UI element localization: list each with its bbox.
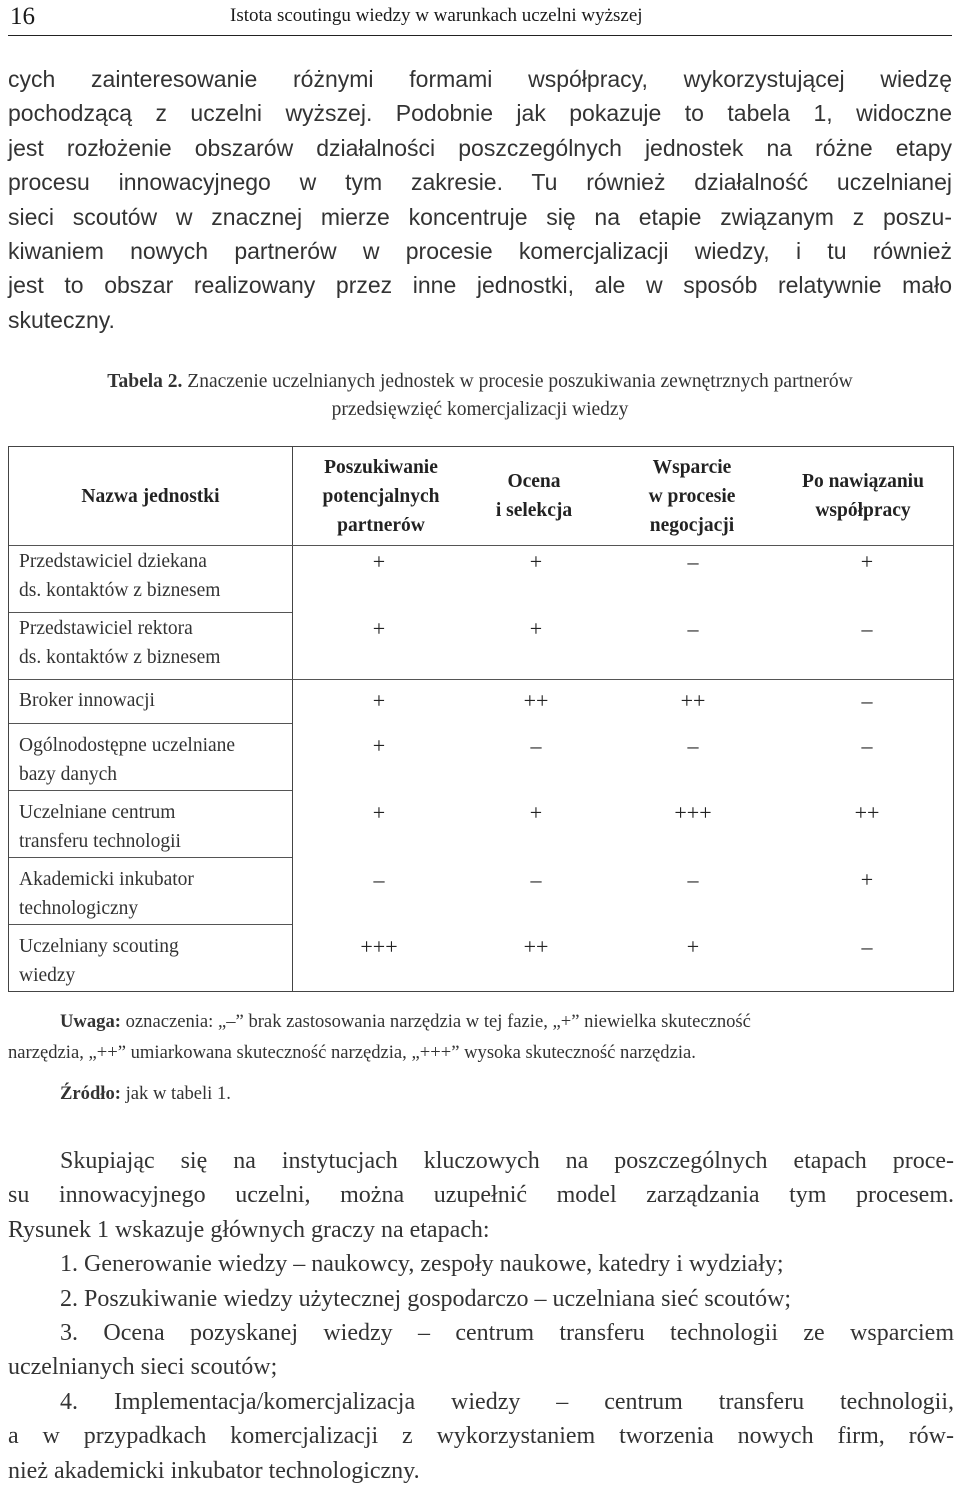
table-cell: + [686,934,700,959]
table-cell: + [860,549,874,574]
header-negotiation-support: Wsparcie w procesie negocjacji [648,456,736,536]
header-unit-name: Nazwa jednostki [81,485,220,507]
table-cell: +++ [360,934,398,959]
paragraph-line: procesu innowacyjnego w tym zakresie. Tu również działalność uczelnianej [8,169,952,196]
paragraph-line: Skupiając się na instytucjach kluczowych na poszczególnych etapach proce- [60,1148,954,1174]
running-title: Istota scoutingu wiedzy w warunkach uczelni wyższej [230,5,643,26]
table-label: Tabela 2. [107,371,183,392]
table-caption [8,368,952,424]
body-paragraph-1 [8,62,952,337]
row-name-knowledge-scouting: Uczelniany scouting wiedzy [19,936,179,986]
table-cell: – [687,867,699,892]
table-note [8,1006,952,1068]
table-cell: + [860,867,874,892]
table-cell: – [373,867,385,892]
table-cell: + [529,800,543,825]
row-divider [9,612,292,613]
table-cell: + [372,616,386,641]
table-caption-line-2: przedsięwzięć komercjalizacji wiedzy [331,399,629,420]
paragraph-line: jest to obszar realizowany przez inne jednostki, ale w sposób relatywnie mało [8,272,952,299]
table-cell: + [529,616,543,641]
list-item: 4. Implementacja/komercjalizacja wiedzy – centrum transferu technologii, [60,1388,954,1415]
row-divider [9,924,292,925]
list-item: 2. Poszukiwanie wiedzy użytecznej gospodarczo – uczelniana sieć scoutów; [60,1285,792,1312]
paragraph-line: nież akademicki inkubator technologiczny. [8,1457,420,1484]
paragraph-line: uczelnianych sieci scoutów; [8,1354,278,1381]
note-line-1: oznaczenia: „–” brak zastosowania narzędzia w tej fazie, „+” niewielka skuteczność [125,1011,751,1032]
row-name-academic-incubator: Akademicki inkubator technologiczny [19,869,194,919]
table-cell: + [372,733,386,758]
row-name-public-databases: Ogólnodostępne uczelniane bazy danych [19,735,236,785]
table-cell: – [687,616,699,641]
data-table [8,446,954,992]
source-label: Źródło: [60,1083,121,1104]
table-cell: – [687,549,699,574]
paragraph-line: pochodzącą z uczelni wyższej. Podobnie jak pokazuje to tabela 1, widoczne [8,100,952,127]
table-cell: + [372,549,386,574]
table-source [60,1078,231,1109]
table-cell: + [372,688,386,713]
list-item: 3. Ocena pozyskanej wiedzy – centrum transferu technologii ze wsparciem [60,1319,954,1346]
source-text: jak w tabeli 1. [125,1083,231,1104]
table-cell: + [372,800,386,825]
table-cell: ++ [680,688,706,713]
table-cell: – [861,934,873,959]
table-cell: ++ [523,688,549,713]
running-header [8,0,952,34]
paragraph-line: kiwaniem nowych partnerów w procesie komercjalizacji wiedzy, i tu również [8,237,952,264]
paragraph-line: a w przypadkach komercjalizacji z wykorzystaniem tworzenia nowych firm, rów- [8,1423,954,1450]
paragraph-line: cych zainteresowanie różnymi formami współpracy, wykorzystującej wiedzę [8,66,952,92]
paragraph-line: sieci scoutów w znacznej mierze koncentruje się na etapie związanym z poszu- [8,203,952,230]
table-cell: + [529,549,543,574]
row-name-innovation-broker: Broker innowacji [19,690,155,711]
list-item: 1. Generowanie wiedzy – naukowcy, zespoły naukowe, katedry i wydziały; [60,1251,784,1278]
header-after-cooperation: Po nawiązaniu współpracy [802,471,924,521]
body-paragraph-2 [8,1144,954,1488]
table-cell: +++ [674,800,712,825]
row-divider [9,790,292,791]
row-name-rector-representative: Przedstawiciel rektora ds. kontaktów z biznesem [19,618,221,668]
page-number: 16 [10,3,35,30]
table-cell: – [530,733,542,758]
row-name-tech-transfer-center: Uczelniane centrum transferu technologii [19,802,181,852]
column-divider [292,447,293,991]
paragraph-line: Rysunek 1 wskazuje głównych graczy na etapach: [8,1216,490,1243]
row-divider [9,857,292,858]
table-cell: ++ [523,934,549,959]
header-rule [8,35,952,36]
row-divider [9,723,292,724]
header-partner-search: Poszukiwanie potencjalnych partnerów [322,456,440,536]
table-cell: – [687,733,699,758]
table-cell: ++ [854,800,880,825]
table-caption-line-1: Znaczenie uczelnianych jednostek w procesie poszukiwania zewnętrznych partnerów [187,371,853,392]
paragraph-line: su innowacyjnego uczelni, można uzupełnić model zarządzania tym procesem. [8,1182,954,1209]
table-cell: – [861,733,873,758]
note-line-2: narzędzia, „++” umiarkowana skuteczność narzędzia, „+++” wysoka skuteczność narzędzia. [8,1042,696,1063]
row-name-dean-representative: Przedstawiciel dziekana ds. kontaktów z biznesem [19,551,221,601]
row-divider [9,679,953,680]
table-cell: – [861,616,873,641]
header-divider [9,545,953,546]
header-evaluation: Ocena i selekcja [495,471,573,521]
paragraph-line: jest rozłożenie obszarów działalności poszczególnych jednostek na różne etapy [8,134,952,161]
table-cell: – [530,867,542,892]
note-label: Uwaga: [60,1011,121,1032]
paragraph-line: skuteczny. [8,306,115,333]
table-cell: – [861,688,873,713]
